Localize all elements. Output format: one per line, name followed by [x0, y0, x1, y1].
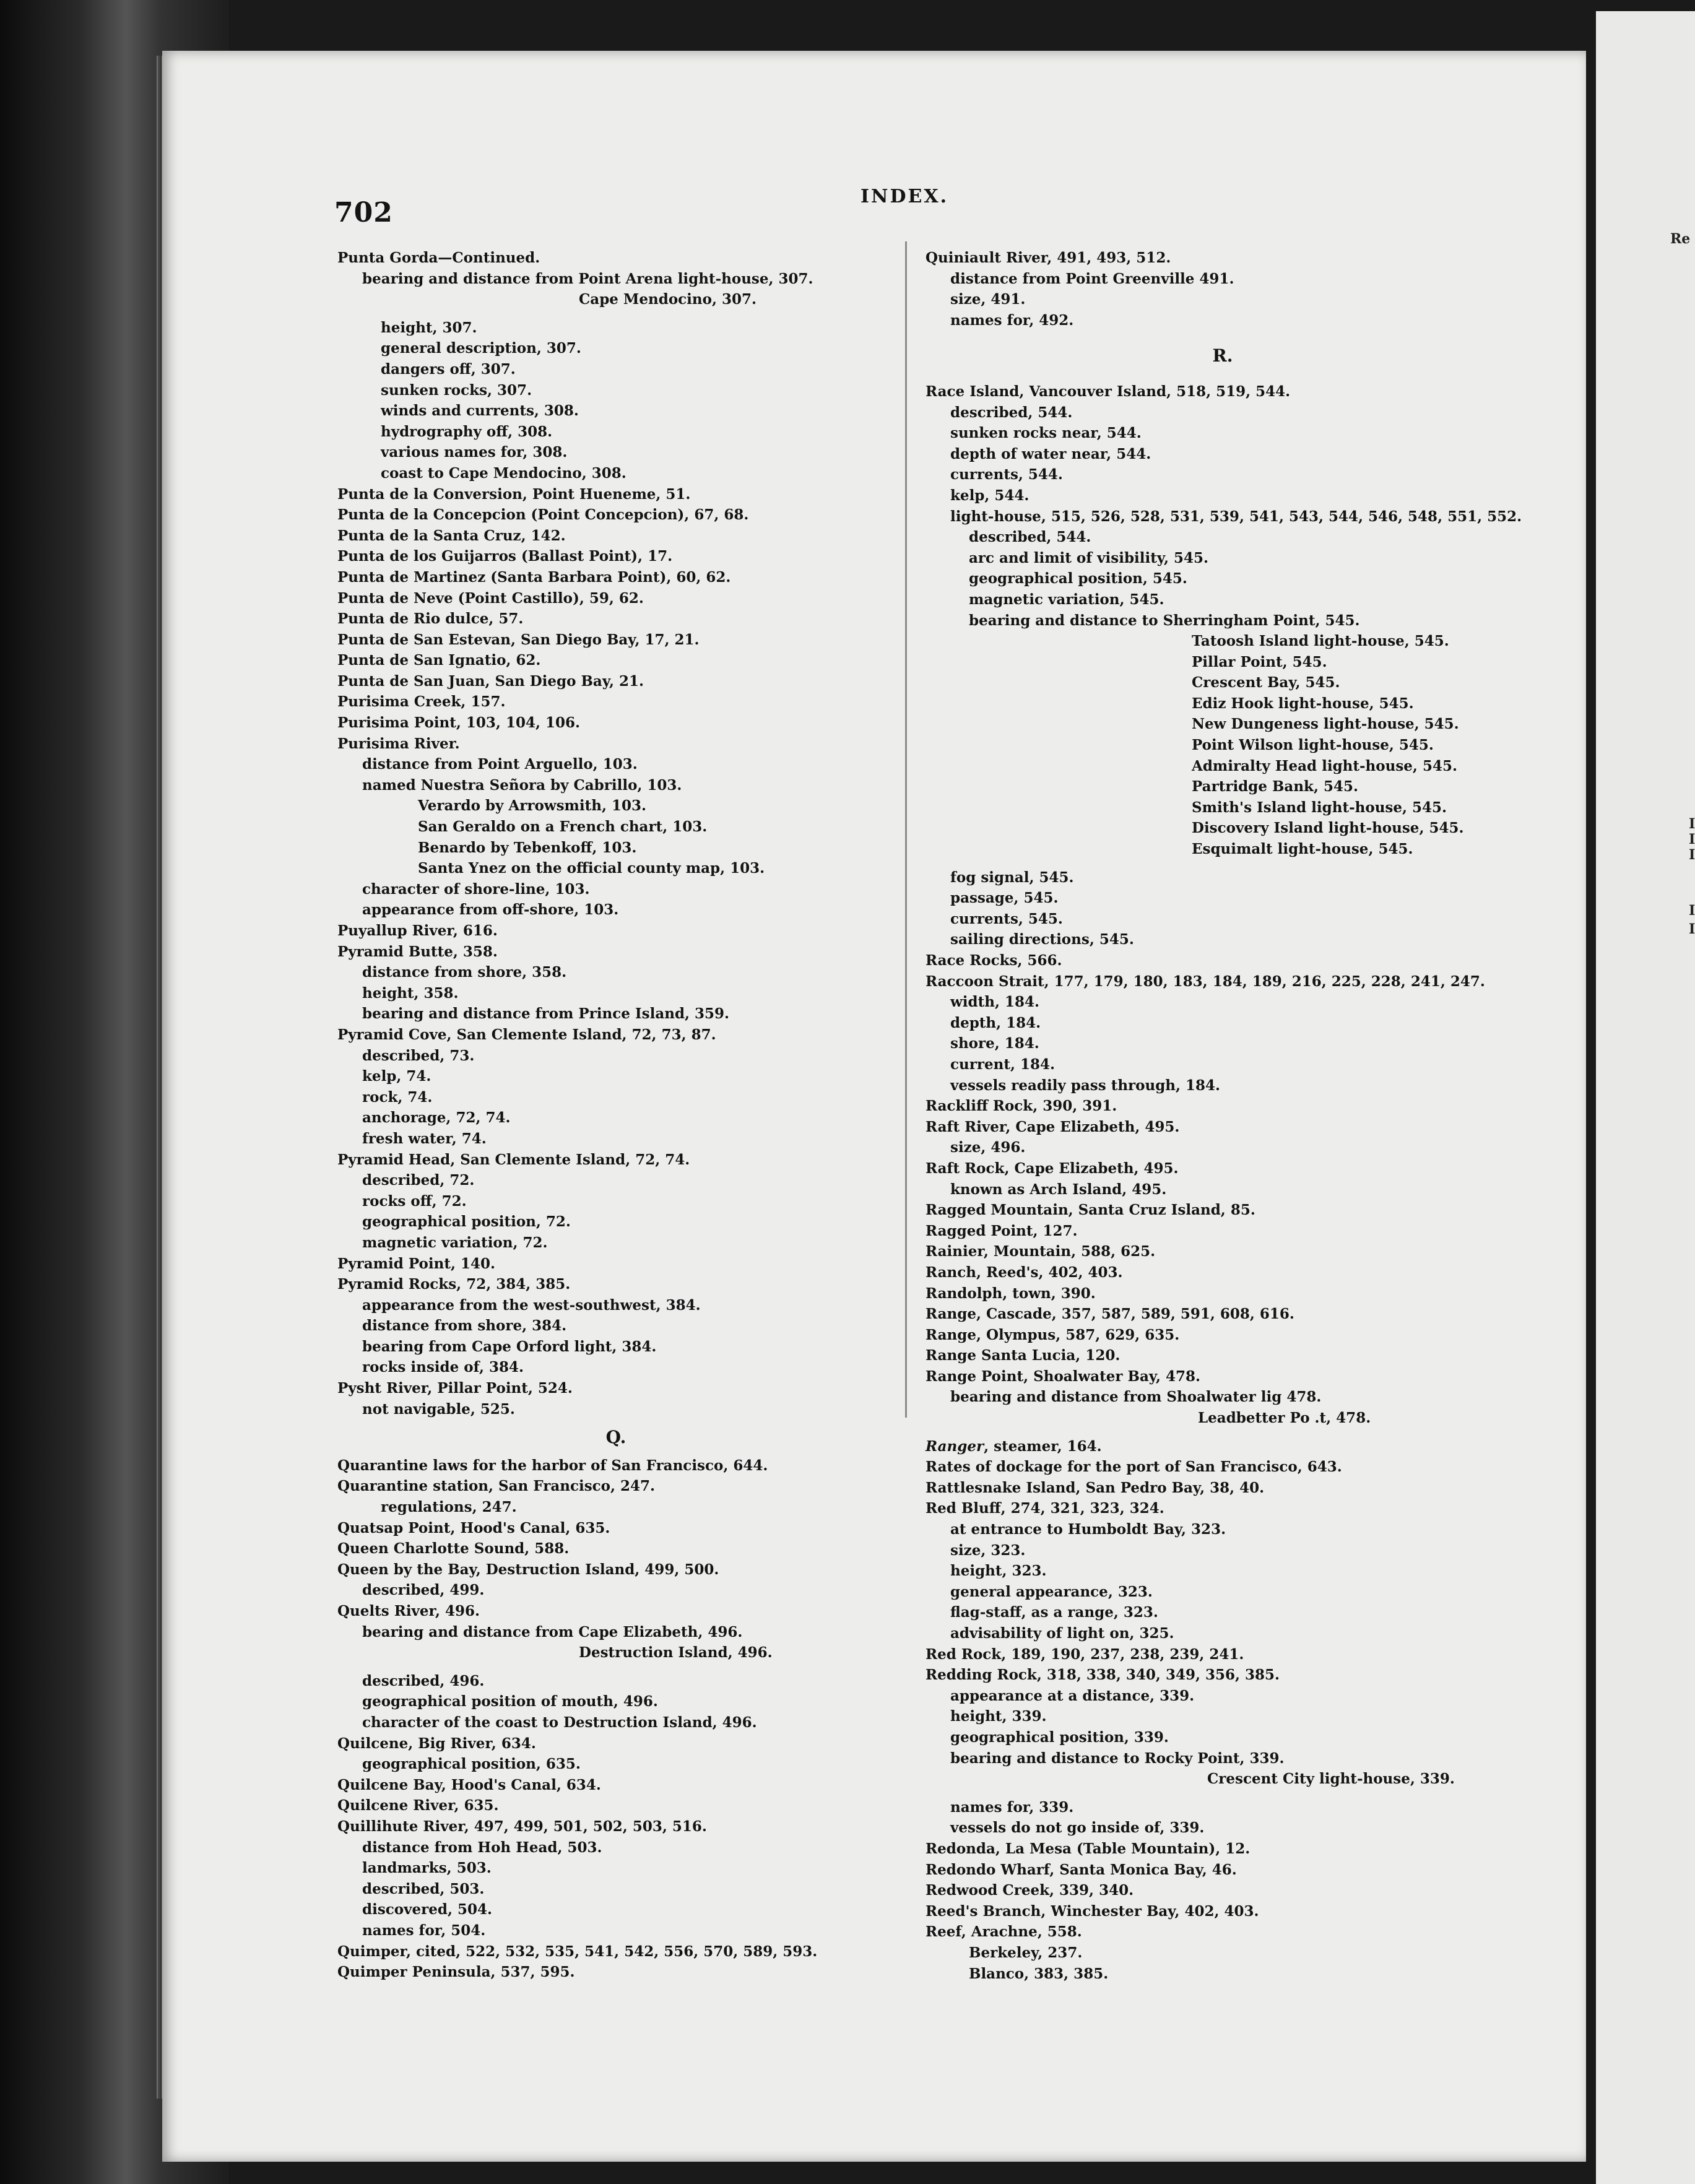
index-subentry: height, 339. [950, 1708, 1047, 1725]
index-subentry: Santa Ynez on the official county map, 103. [418, 860, 765, 877]
index-entry: Ragged Point, 127. [926, 1222, 1078, 1239]
index-subentry: Verardo by Arrowsmith, 103. [418, 797, 647, 815]
index-entry: Quilcene, Big River, 634. [337, 1735, 536, 1752]
index-subentry: Discovery Island light-house, 545. [1192, 820, 1464, 837]
index-subentry: Blanco, 383, 385. [969, 1965, 1109, 1982]
index-subentry: Crescent Bay, 545. [1192, 674, 1340, 691]
index-entry: Punta de la Conversion, Point Hueneme, 51. [337, 485, 691, 503]
index-subentry: kelp, 544. [950, 487, 1030, 504]
index-subentry: shore, 184. [950, 1035, 1039, 1052]
index-subentry: sunken rocks near, 544. [950, 425, 1142, 442]
page-number: 702 [334, 197, 393, 228]
index-entry: Quarantine station, San Francisco, 247. [337, 1478, 656, 1495]
index-subentry: at entrance to Humboldt Bay, 323. [950, 1521, 1226, 1538]
index-subentry: bearing from Cape Orford light, 384. [362, 1338, 657, 1355]
index-entry: Punta de la Santa Cruz, 142. [337, 527, 566, 544]
index-entry: Puyallup River, 616. [337, 922, 498, 939]
index-entry: Punta de los Guijarros (Ballast Point), 17. [337, 548, 673, 565]
index-subentry: bearing and distance from Shoalwater lig 478. [950, 1389, 1322, 1406]
index-subentry: Benardo by Tebenkoff, 103. [418, 839, 637, 856]
index-subentry: bearing and distance from Cape Elizabeth, 496. [362, 1623, 743, 1640]
index-subentry: currents, 545. [950, 910, 1063, 927]
index-entry: Raccoon Strait, 177, 179, 180, 183, 184, 189, 216, 225, 228, 241, 247. [926, 973, 1485, 990]
index-entry: Raft River, Cape Elizabeth, 495. [926, 1118, 1180, 1135]
index-subentry: coast to Cape Mendocino, 308. [381, 464, 626, 482]
index-subentry: geographical position, 339. [950, 1728, 1169, 1746]
index-subentry: described, 544. [969, 529, 1091, 546]
index-entry: Pyramid Head, San Clemente Island, 72, 74. [337, 1151, 690, 1168]
index-subentry: dangers off, 307. [381, 360, 516, 378]
index-entry: Punta de Neve (Point Castillo), 59, 62. [337, 589, 644, 607]
index-entry: Punta de San Juan, San Diego Bay, 21. [337, 672, 644, 690]
index-subentry: Crescent City light-house, 339. [1207, 1770, 1455, 1788]
index-subentry: geographical position, 635. [362, 1756, 581, 1773]
index-entry: Reed's Branch, Winchester Bay, 402, 403. [926, 1902, 1259, 1920]
index-subentry: kelp, 74. [362, 1068, 431, 1085]
letter-heading: Q. [605, 1427, 626, 1448]
index-subentry: regulations, 247. [381, 1499, 517, 1516]
index-entry: Redonda, La Mesa (Table Mountain), 12. [926, 1840, 1251, 1857]
index-entry: Punta Gorda—Continued. [337, 249, 540, 266]
index-subentry: hydrography off, 308. [381, 423, 553, 440]
facing-page-edge [1596, 11, 1695, 2184]
index-subentry: fresh water, 74. [362, 1130, 487, 1147]
index-subentry: Pillar Point, 545. [1192, 653, 1327, 670]
index-subentry: described, 72. [362, 1172, 475, 1189]
index-subentry: winds and currents, 308. [381, 402, 579, 420]
index-entry: Rates of dockage for the port of San Francisco, 643. [926, 1458, 1342, 1476]
spacer [926, 1429, 1520, 1436]
index-subentry: sailing directions, 545. [950, 931, 1134, 948]
index-column-left [337, 248, 895, 1983]
index-entry: Queen by the Bay, Destruction Island, 499, 500. [337, 1561, 719, 1578]
index-subentry: appearance from the west-southwest, 384. [362, 1296, 701, 1314]
index-subentry: rocks off, 72. [362, 1192, 467, 1210]
index-entry: Range Santa Lucia, 120. [926, 1347, 1121, 1364]
index-entry: Range, Olympus, 587, 629, 635. [926, 1326, 1180, 1343]
index-subentry: fog signal, 545. [950, 869, 1074, 886]
index-entry: Ranch, Reed's, 402, 403. [926, 1263, 1123, 1281]
index-entry: Rainier, Mountain, 588, 625. [926, 1243, 1156, 1260]
index-subentry: geographical position of mouth, 496. [362, 1693, 658, 1710]
index-entry: Reef, Arachne, 558. [926, 1923, 1082, 1941]
spacer [926, 860, 1520, 867]
index-subentry: landmarks, 503. [362, 1860, 492, 1877]
index-subentry: described, 496. [362, 1672, 485, 1689]
index-entry: Rackliff Rock, 390, 391. [926, 1098, 1117, 1115]
index-subentry: bearing and distance from Point Arena light-house, 307. [362, 270, 813, 287]
index-subentry: flag-staff, as a range, 323. [950, 1604, 1158, 1621]
index-subentry: names for, 504. [362, 1922, 486, 1939]
index-subentry: size, 496. [950, 1139, 1026, 1156]
index-subentry: Leadbetter Po .t, 478. [1198, 1410, 1371, 1427]
index-subentry: Smith's Island light-house, 545. [1192, 799, 1447, 816]
index-subentry: distance from Point Greenville 491. [950, 270, 1234, 287]
index-entry: Quarantine laws for the harbor of San Francisco, 644. [337, 1457, 768, 1474]
index-entry: Range Point, Shoalwater Bay, 478. [926, 1367, 1201, 1385]
spacer [926, 1790, 1520, 1797]
index-subentry: magnetic variation, 72. [362, 1234, 548, 1251]
index-entry: Quimper Peninsula, 537, 595. [337, 1964, 575, 1981]
facing-page-text-fragment: Re [1670, 231, 1691, 247]
index-subentry: distance from shore, 384. [362, 1317, 567, 1335]
index-entry: Punta de Martinez (Santa Barbara Point), 60, 62. [337, 568, 731, 586]
facing-page-text-fragment: I [1689, 921, 1695, 937]
index-entry: Purisima Point, 103, 104, 106. [337, 714, 580, 732]
index-subentry: currents, 544. [950, 466, 1063, 483]
index-subentry: appearance from off-shore, 103. [362, 901, 619, 919]
index-subentry: general description, 307. [381, 340, 581, 357]
index-subentry: not navigable, 525. [362, 1400, 515, 1418]
index-subentry: Partridge Bank, 545. [1192, 778, 1359, 795]
index-subentry: known as Arch Island, 495. [950, 1181, 1167, 1198]
index-subentry: general appearance, 323. [950, 1583, 1153, 1600]
spacer [337, 1419, 895, 1427]
index-entry: Redondo Wharf, Santa Monica Bay, 46. [926, 1861, 1237, 1878]
facing-page-text-fragment: I [1689, 847, 1695, 863]
facing-page-text-fragment: I [1689, 816, 1695, 832]
index-entry: Randolph, town, 390. [926, 1285, 1096, 1302]
index-subentry: names for, 339. [950, 1798, 1074, 1816]
index-entry: Raft Rock, Cape Elizabeth, 495. [926, 1159, 1179, 1177]
index-subentry: magnetic variation, 545. [969, 591, 1164, 608]
index-subentry: width, 184. [950, 994, 1039, 1011]
index-subentry: various names for, 308. [381, 444, 568, 461]
index-subentry: depth of water near, 544. [950, 445, 1151, 462]
index-subentry: Ediz Hook light-house, 545. [1192, 695, 1414, 712]
index-entry: Quiniault River, 491, 493, 512. [926, 249, 1171, 266]
index-subentry: arc and limit of visibility, 545. [969, 549, 1209, 566]
index-subentry: Esquimalt light-house, 545. [1192, 841, 1413, 858]
index-subentry: Point Wilson light-house, 545. [1192, 737, 1434, 754]
index-subentry: bearing and distance from Prince Island, 359. [362, 1005, 730, 1023]
index-entry: Pyramid Point, 140. [337, 1255, 495, 1272]
facing-page-text-fragment: I [1689, 831, 1695, 847]
index-entry: Queen Charlotte Sound, 588. [337, 1540, 570, 1558]
index-subentry: anchorage, 72, 74. [362, 1109, 511, 1127]
index-subentry: Berkeley, 237. [969, 1944, 1083, 1961]
index-subentry: size, 491. [950, 291, 1026, 308]
index-subentry: depth, 184. [950, 1014, 1041, 1031]
index-subentry: described, 499. [362, 1582, 485, 1599]
index-subentry: distance from shore, 358. [362, 964, 567, 981]
index-entry: Red Rock, 189, 190, 237, 238, 239, 241. [926, 1645, 1244, 1663]
index-entry: Quillihute River, 497, 499, 501, 502, 503, 516. [337, 1818, 707, 1835]
index-subentry: rocks inside of, 384. [362, 1359, 524, 1376]
index-entry: Redding Rock, 318, 338, 340, 349, 356, 385. [926, 1666, 1280, 1684]
index-entry: Race Rocks, 566. [926, 952, 1062, 969]
spacer [926, 366, 1520, 381]
index-entry: Pyramid Butte, 358. [337, 943, 498, 960]
index-entry: Punta de San Ignatio, 62. [337, 652, 541, 669]
index-entry: Race Island, Vancouver Island, 518, 519, 544. [926, 383, 1291, 400]
spacer [337, 310, 895, 318]
index-subentry: height, 358. [362, 984, 459, 1002]
spacer [337, 1448, 895, 1455]
index-subentry: passage, 545. [950, 890, 1059, 907]
index-subentry: San Geraldo on a French chart, 103. [418, 818, 708, 836]
index-subentry: height, 323. [950, 1562, 1047, 1580]
index-subentry: discovered, 504. [362, 1901, 492, 1918]
index-subentry: vessels do not go inside of, 339. [950, 1819, 1205, 1837]
index-entry: Rattlesnake Island, San Pedro Bay, 38, 40. [926, 1479, 1265, 1496]
index-subentry: Destruction Island, 496. [579, 1644, 773, 1662]
index-entry: Quimper, cited, 522, 532, 535, 541, 542, 556, 570, 589, 593. [337, 1943, 818, 1960]
index-subentry: names for, 492. [950, 311, 1074, 329]
index-entry: Quatsap Point, Hood's Canal, 635. [337, 1519, 610, 1536]
index-subentry: named Nuestra Señora by Cabrillo, 103. [362, 776, 682, 794]
index-entry: Red Bluff, 274, 321, 323, 324. [926, 1500, 1164, 1517]
index-column-right [926, 248, 1520, 1984]
index-subentry: Admiralty Head light-house, 545. [1192, 757, 1457, 774]
index-entry: Purisima River. [337, 735, 460, 752]
index-subentry: geographical position, 72. [362, 1213, 571, 1231]
index-entry: Punta de la Concepcion (Point Concepcion), 67, 68. [337, 506, 749, 524]
spacer [337, 1663, 895, 1671]
index-subentry: described, 544. [950, 404, 1073, 421]
index-subentry: bearing and distance to Sherringham Point, 545. [969, 612, 1360, 629]
index-subentry: distance from Point Arguello, 103. [362, 756, 638, 773]
index-entry: Punta de San Estevan, San Diego Bay, 17, 21. [337, 631, 700, 648]
index-subentry: height, 307. [381, 319, 477, 336]
running-head: INDEX. [861, 186, 949, 207]
index-entry: Ranger, steamer, 164. [926, 1437, 1102, 1455]
index-subentry: character of shore-line, 103. [362, 880, 590, 898]
index-entry: Redwood Creek, 339, 340. [926, 1882, 1134, 1899]
index-subentry: distance from Hoh Head, 503. [362, 1839, 602, 1856]
index-subentry: rock, 74. [362, 1088, 433, 1106]
index-entry: Quilcene Bay, Hood's Canal, 634. [337, 1776, 601, 1793]
index-subentry: Tatoosh Island light-house, 545. [1192, 633, 1449, 650]
letter-heading: R. [1212, 345, 1233, 366]
index-subentry: described, 503. [362, 1880, 485, 1897]
index-entry: Pysht River, Pillar Point, 524. [337, 1380, 573, 1397]
index-entry: Punta de Rio dulce, 57. [337, 610, 524, 628]
index-subentry: described, 73. [362, 1047, 475, 1064]
index-entry: Ragged Mountain, Santa Cruz Island, 85. [926, 1202, 1255, 1219]
index-entry: Pyramid Cove, San Clemente Island, 72, 73, 87. [337, 1026, 716, 1043]
index-subentry: advisability of light on, 325. [950, 1625, 1174, 1642]
index-entry: Purisima Creek, 157. [337, 693, 506, 711]
index-entry: Quelts River, 496. [337, 1603, 480, 1619]
index-subentry: current, 184. [950, 1055, 1055, 1073]
index-entry: Pyramid Rocks, 72, 384, 385. [337, 1276, 571, 1293]
index-subentry: vessels readily pass through, 184. [950, 1077, 1221, 1094]
index-entry: Quilcene River, 635. [337, 1797, 499, 1814]
index-subentry: light-house, 515, 526, 528, 531, 539, 541, 543, 544, 546, 548, 551, 552. [950, 508, 1522, 525]
spacer [926, 331, 1520, 345]
index-subentry: geographical position, 545. [969, 570, 1187, 587]
index-subentry: size, 323. [950, 1541, 1026, 1559]
index-subentry: Cape Mendocino, 307. [579, 291, 757, 308]
index-subentry: sunken rocks, 307. [381, 381, 532, 399]
index-subentry: bearing and distance to Rocky Point, 339. [950, 1749, 1285, 1767]
column-divider [905, 241, 907, 1418]
facing-page-text-fragment: I [1689, 903, 1695, 919]
index-subentry: appearance at a distance, 339. [950, 1687, 1195, 1704]
index-entry: Range, Cascade, 357, 587, 589, 591, 608, 616. [926, 1306, 1294, 1323]
index-subentry: New Dungeness light-house, 545. [1192, 716, 1459, 733]
index-subentry: character of the coast to Destruction Island, 496. [362, 1714, 757, 1731]
